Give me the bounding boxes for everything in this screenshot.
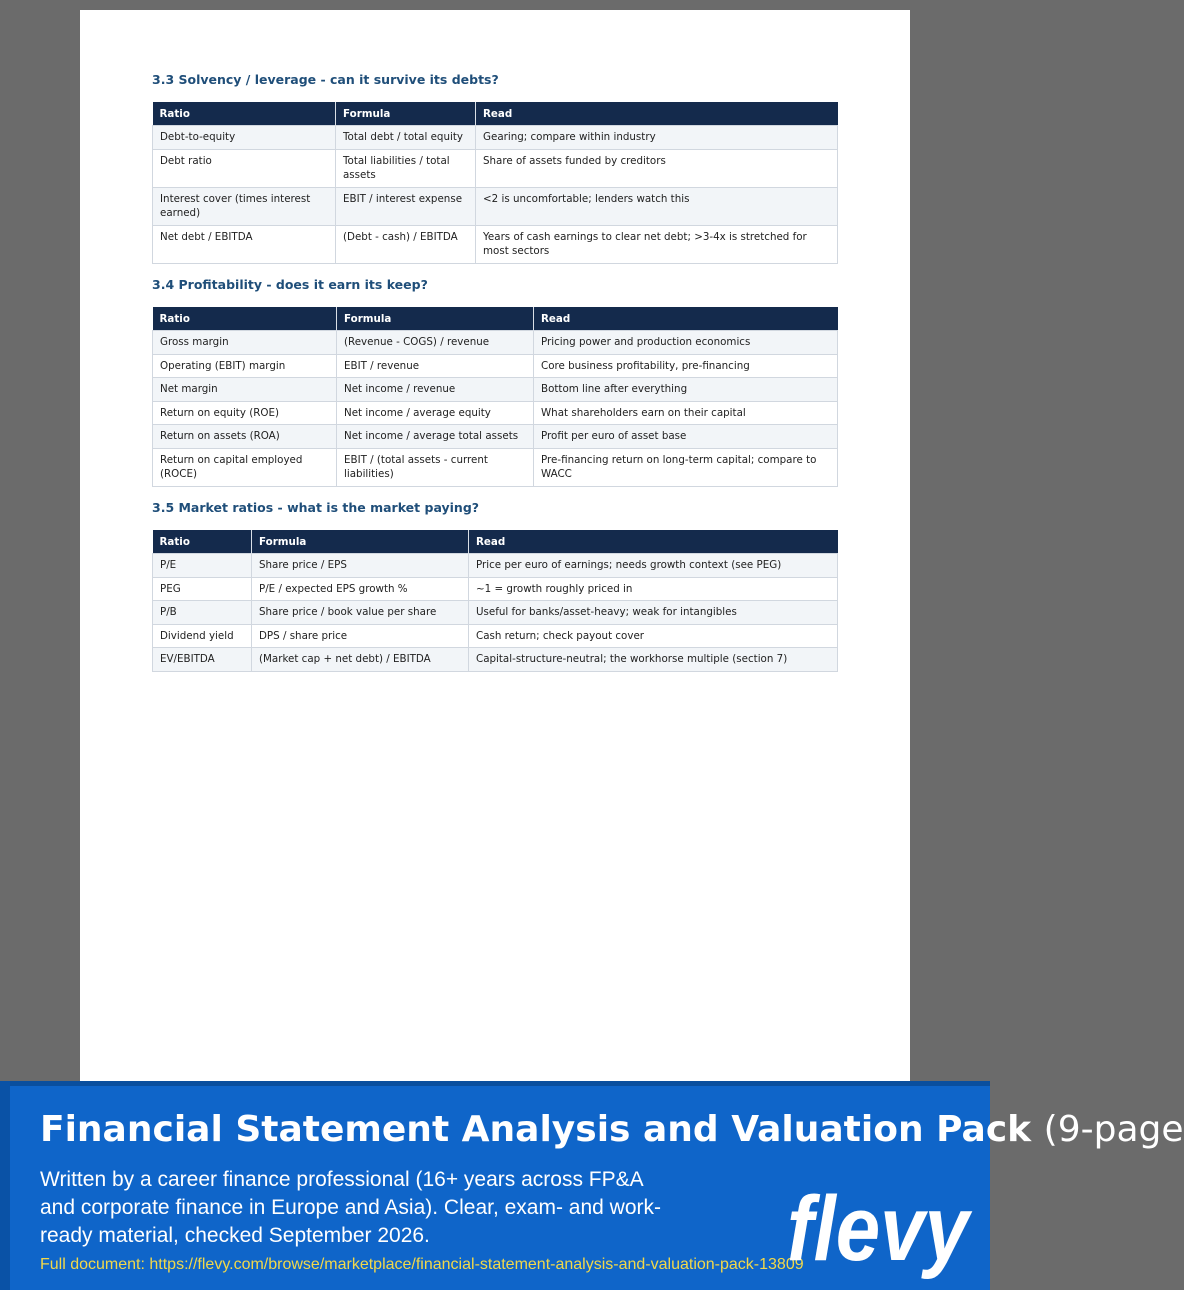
table-cell: (Debt - cash) / EBITDA (336, 225, 476, 263)
table-cell: Capital-structure-neutral; the workhorse multiple (section 7) (469, 648, 838, 672)
column-header: Read (469, 530, 838, 554)
section-solvency (152, 72, 837, 264)
section-heading: 3.5 Market ratios - what is the market paying? (152, 500, 480, 515)
table-row (153, 577, 838, 601)
table-cell: Net income / average equity (337, 401, 534, 425)
column-header: Ratio (153, 307, 337, 331)
table-cell: Gearing; compare within industry (476, 126, 838, 150)
table-cell: (Revenue - COGS) / revenue (337, 331, 534, 355)
table-cell: Gross margin (153, 331, 337, 355)
column-header: Read (476, 102, 838, 126)
banner-left-stripe (0, 1081, 10, 1290)
table-row (153, 225, 838, 263)
table-cell: Pricing power and production economics (534, 331, 838, 355)
table-cell: Share price / EPS (252, 554, 469, 578)
banner-top-edge (0, 1081, 990, 1086)
table-cell: EV/EBITDA (153, 648, 252, 672)
ratio-table (152, 102, 838, 264)
table-cell: Pre-financing return on long-term capital; compare to WACC (534, 448, 838, 486)
table-cell: Dividend yield (153, 624, 252, 648)
table-row (153, 331, 838, 355)
table-cell: EBIT / revenue (337, 354, 534, 378)
table-cell: Profit per euro of asset base (534, 425, 838, 449)
table-cell: <2 is uncomfortable; lenders watch this (476, 187, 838, 225)
table-row (153, 187, 838, 225)
table-header-row (153, 530, 838, 554)
column-header: Formula (252, 530, 469, 554)
table-header-row (153, 102, 838, 126)
table-row (153, 554, 838, 578)
table-cell: P/E (153, 554, 252, 578)
table-cell: PEG (153, 577, 252, 601)
column-header: Formula (337, 307, 534, 331)
table-cell: EBIT / (total assets - current liabilities) (337, 448, 534, 486)
table-cell: Return on equity (ROE) (153, 401, 337, 425)
table-row (153, 378, 838, 402)
table-row (153, 354, 838, 378)
table-cell: P/B (153, 601, 252, 625)
table-cell: Return on capital employed (ROCE) (153, 448, 337, 486)
section-market-ratios (152, 500, 837, 672)
table-cell: ~1 = growth roughly priced in (469, 577, 838, 601)
table-cell: Debt-to-equity (153, 126, 336, 150)
table-cell: Core business profitability, pre-financing (534, 354, 838, 378)
table-cell: P/E / expected EPS growth % (252, 577, 469, 601)
column-header: Ratio (153, 530, 252, 554)
column-header: Formula (336, 102, 476, 126)
ratio-table (152, 307, 838, 487)
table-cell: (Market cap + net debt) / EBITDA (252, 648, 469, 672)
banner-link-line (40, 1256, 804, 1274)
table-cell: Debt ratio (153, 149, 336, 187)
table-cell: Bottom line after everything (534, 378, 838, 402)
table-cell: Net income / revenue (337, 378, 534, 402)
table-cell: Net income / average total assets (337, 425, 534, 449)
table-cell: Years of cash earnings to clear net debt; >3-4x is stretched for most sectors (476, 225, 838, 263)
banner-link-label: Full document: (40, 1256, 145, 1273)
column-header: Read (534, 307, 838, 331)
table-cell: Share price / book value per share (252, 601, 469, 625)
column-header: Ratio (153, 102, 336, 126)
table-cell: What shareholders earn on their capital (534, 401, 838, 425)
table-cell: Interest cover (times interest earned) (153, 187, 336, 225)
section-heading: 3.4 Profitability - does it earn its keep? (152, 277, 428, 292)
banner-title-main: Financial Statement Analysis and Valuation Pack (40, 1109, 1032, 1150)
table-cell: Net debt / EBITDA (153, 225, 336, 263)
table-header-row (153, 307, 838, 331)
section-profitability (152, 277, 837, 487)
table-row (153, 448, 838, 486)
table-row (153, 401, 838, 425)
table-row (153, 149, 838, 187)
table-cell: Useful for banks/asset-heavy; weak for intangibles (469, 601, 838, 625)
table-row (153, 425, 838, 449)
table-cell: Cash return; check payout cover (469, 624, 838, 648)
flevy-logo[interactable] (783, 1172, 973, 1280)
table-cell: Return on assets (ROA) (153, 425, 337, 449)
banner-title-suffix: (9-page (1043, 1109, 1184, 1150)
table-row (153, 601, 838, 625)
document-page (80, 10, 910, 1082)
table-row (153, 648, 838, 672)
section-heading: 3.3 Solvency / leverage - can it survive its debts? (152, 72, 499, 87)
table-cell: Price per euro of earnings; needs growth context (see PEG) (469, 554, 838, 578)
flevy-logo-text: flevy (787, 1178, 973, 1280)
table-cell: Total liabilities / total assets (336, 149, 476, 187)
document-link[interactable]: https://flevy.com/browse/marketplace/financial-statement-analysis-and-valuation-pack-13809 (149, 1256, 804, 1273)
banner-title (40, 1106, 1184, 1154)
table-cell: DPS / share price (252, 624, 469, 648)
table-cell: Operating (EBIT) margin (153, 354, 337, 378)
table-cell: Share of assets funded by creditors (476, 149, 838, 187)
table-cell: Total debt / total equity (336, 126, 476, 150)
table-cell: EBIT / interest expense (336, 187, 476, 225)
table-row (153, 624, 838, 648)
banner-description: Written by a career finance professional (16+ years across FP&A and corporate finance in Europe and Asia). Clear, exam- and work-ready material, checked September 2026. (40, 1168, 662, 1247)
table-cell: Net margin (153, 378, 337, 402)
ratio-table (152, 530, 838, 672)
table-row (153, 126, 838, 150)
